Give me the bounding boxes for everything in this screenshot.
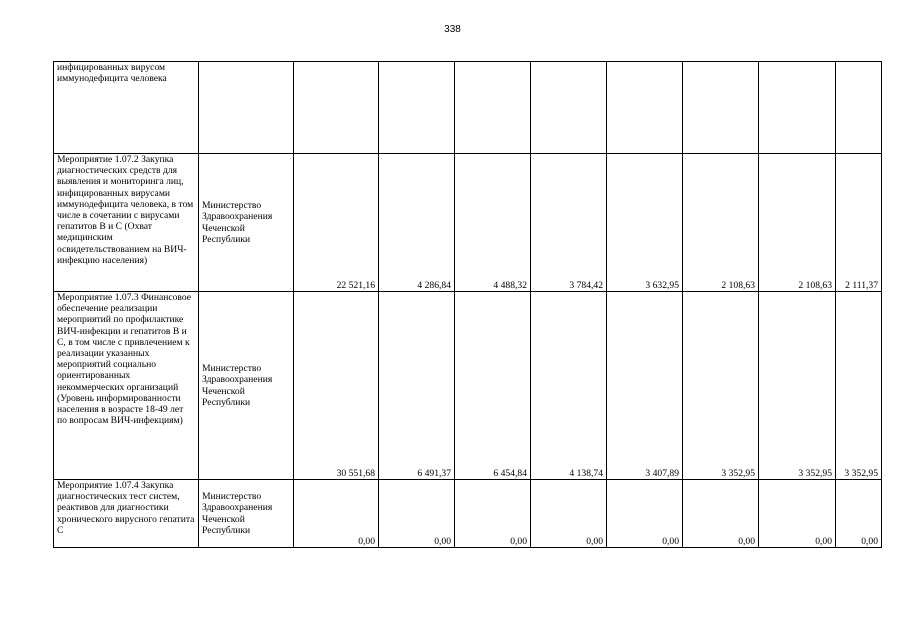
table-row (54, 154, 882, 292)
value-cell: 2 108,63 (683, 154, 759, 292)
value-cell: 3 784,42 (531, 154, 607, 292)
value-cell (379, 62, 455, 154)
event-description: Мероприятие 1.07.4 Закупка диагностических тест систем, реактивов для диагностики хронического вирусного гепатита С (54, 480, 199, 548)
value-cell: 4 488,32 (455, 154, 531, 292)
value-cell: 0,00 (379, 480, 455, 548)
value-cell: 3 632,95 (607, 154, 683, 292)
value-cell: 0,00 (683, 480, 759, 548)
responsible-organization: Министерство Здравоохранения Чеченской Республики (199, 480, 294, 548)
value-cell (683, 62, 759, 154)
value-cell: 0,00 (759, 480, 836, 548)
responsible-organization: Министерство Здравоохранения Чеченской Республики (199, 154, 294, 292)
value-cell: 0,00 (294, 480, 379, 548)
value-cell (294, 62, 379, 154)
event-description: инфицированных вирусом иммунодефицита человека (54, 62, 199, 154)
value-cell: 30 551,68 (294, 292, 379, 480)
event-description: Мероприятие 1.07.2 Закупка диагностических средств для выявления и мониторинга лиц, инфицированных вирусами иммунодефицита человека, в том числе в сочетании с вирусами гепатитов В и С (Охват медицинским освидетельствованием на ВИЧ-инфекцию населения) (54, 154, 199, 292)
event-description: Мероприятие 1.07.3 Финансовое обеспечение реализации мероприятий по профилактике ВИЧ-инфекции и гепатитов В и С, в том числе с привлечением к реализации указанных мероприятий социально ориентированных некоммерческих организаций (Уровень информированности населения в возрасте 18-49 лет по вопросам ВИЧ-инфекциям) (54, 292, 199, 480)
value-cell: 0,00 (455, 480, 531, 548)
value-cell (759, 62, 836, 154)
value-cell: 6 454,84 (455, 292, 531, 480)
value-cell: 2 108,63 (759, 154, 836, 292)
value-cell (455, 62, 531, 154)
table-row (54, 62, 882, 154)
table-row (54, 292, 882, 480)
responsible-organization: Министерство Здравоохранения Чеченской Республики (199, 292, 294, 480)
value-cell: 3 352,95 (836, 292, 882, 480)
value-cell: 0,00 (607, 480, 683, 548)
value-cell: 6 491,37 (379, 292, 455, 480)
value-cell: 4 138,74 (531, 292, 607, 480)
value-cell: 3 352,95 (683, 292, 759, 480)
value-cell: 2 111,37 (836, 154, 882, 292)
value-cell (531, 62, 607, 154)
value-cell: 3 407,89 (607, 292, 683, 480)
budget-table (53, 61, 882, 548)
value-cell: 0,00 (531, 480, 607, 548)
value-cell: 0,00 (836, 480, 882, 548)
value-cell: 4 286,84 (379, 154, 455, 292)
value-cell: 22 521,16 (294, 154, 379, 292)
value-cell (836, 62, 882, 154)
responsible-organization (199, 62, 294, 154)
table-row (54, 480, 882, 548)
value-cell: 3 352,95 (759, 292, 836, 480)
page-number: 338 (444, 24, 461, 35)
value-cell (607, 62, 683, 154)
